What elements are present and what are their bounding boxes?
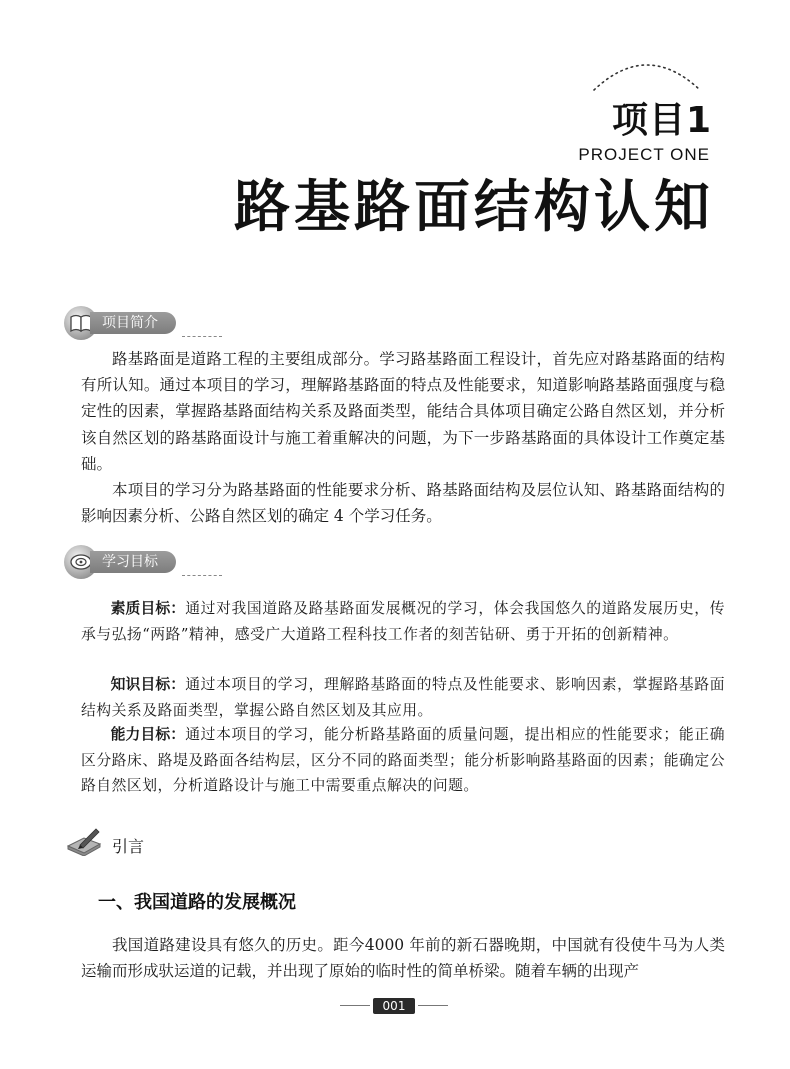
footer-rule-right bbox=[418, 1005, 448, 1006]
goal-text: 通过本项目的学习，能分析路基路面的质量问题，提出相应的性能要求；能正确区分路床、路堤及路面各结构层，区分不同的路面类型；能分析影响路基路面的因素；能确定公路自然区划，分析道路设计与施工中需要重点解决的问题。 bbox=[81, 726, 725, 795]
section-heading-project-intro bbox=[64, 306, 224, 340]
preface-paragraph: 我国道路建设具有悠久的历史。距今4000 年前的新石器晚期，中国就有役使牛马为人类运输而形成驮运道的记载，并出现了原始的临时性的简单桥梁。随着车辆的出现产 bbox=[81, 936, 725, 981]
section-subheading: 一、我国道路的发展概况 bbox=[98, 892, 296, 913]
intro-paragraph-2: 本项目的学习分为路基路面的性能要求分析、路基路面结构及层位认知、路基路面结构的影响因素分析、公路自然区划的确定 4 个学习任务。 bbox=[81, 481, 725, 526]
footer-rule-left bbox=[340, 1005, 370, 1006]
pen-notebook-icon bbox=[66, 826, 104, 856]
section-label: 项目简介 bbox=[90, 312, 176, 334]
page-title: 路基路面结构认知 bbox=[234, 175, 714, 240]
goal-quality bbox=[81, 596, 725, 647]
preface-label: 引言 bbox=[112, 837, 145, 856]
goal-key: 素质目标： bbox=[110, 600, 186, 617]
heading-underline bbox=[182, 314, 222, 337]
goal-ability bbox=[81, 722, 725, 799]
goal-text: 通过本项目的学习，理解路基路面的特点及性能要求、影响因素，掌握路基路面结构关系及路面类型，掌握公路自然区划及其应用。 bbox=[81, 676, 725, 719]
section-heading-learning-goals bbox=[64, 545, 224, 579]
goal-key: 能力目标： bbox=[110, 726, 186, 743]
page-number: 001 bbox=[373, 998, 415, 1014]
decorative-dotted-arc bbox=[592, 58, 702, 92]
goal-key: 知识目标： bbox=[110, 676, 186, 693]
page-footer bbox=[0, 998, 790, 1014]
project-number: 项目1 bbox=[611, 100, 712, 141]
goal-knowledge bbox=[81, 672, 725, 723]
project-english-label: PROJECT ONE bbox=[578, 145, 710, 164]
goal-text: 通过对我国道路及路基路面发展概况的学习，体会我国悠久的道路发展历史，传承与弘扬“两路”精神，感受广大道路工程科技工作者的刻苦钻研、勇于开拓的创新精神。 bbox=[81, 600, 725, 643]
intro-paragraph-1: 路基路面是道路工程的主要组成部分。学习路基路面工程设计，首先应对路基路面的结构有所认知。通过本项目的学习，理解路基路面的特点及性能要求，知道影响路基路面强度与稳定性的因素，掌握路基路面结构关系及路面类型，能结合具体项目确定公路自然区划，并分析该自然区划的路基路面设计与施工着重解决的问题，为下一步路基路面的具体设计工作奠定基础。 bbox=[81, 350, 725, 473]
section-label: 学习目标 bbox=[90, 551, 176, 573]
heading-underline bbox=[182, 553, 222, 576]
